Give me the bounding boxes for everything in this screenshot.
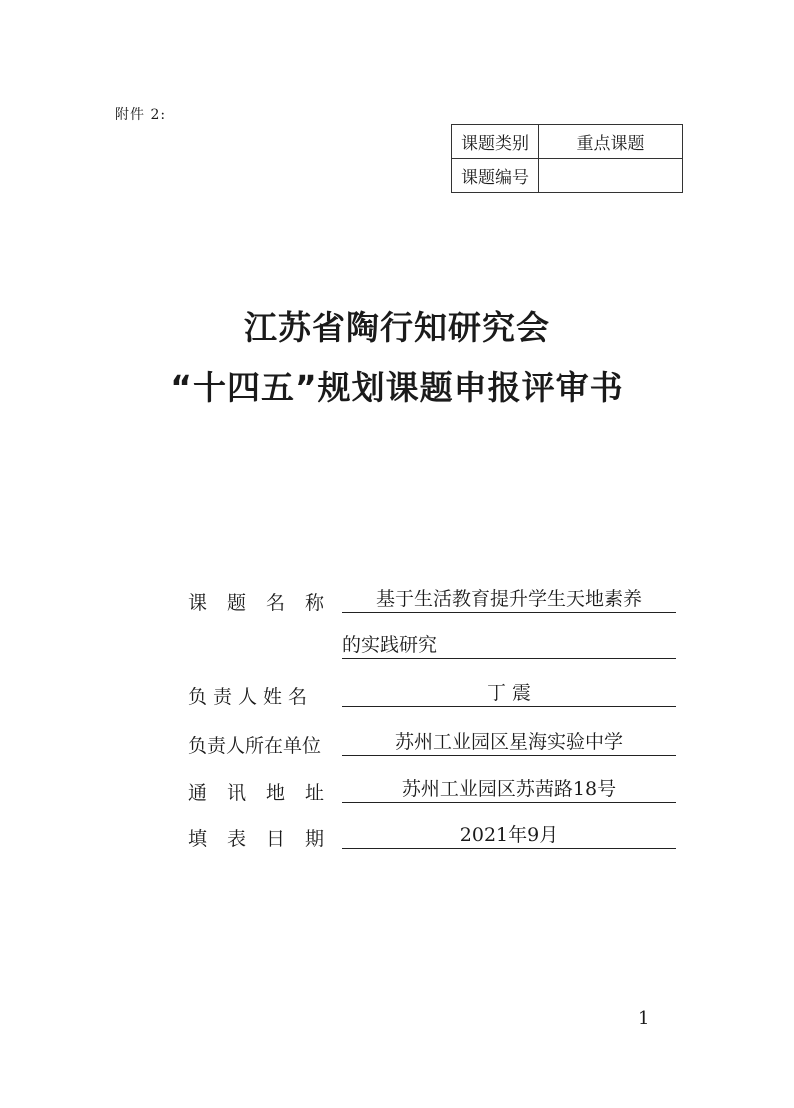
table-row xyxy=(452,125,683,159)
address-label: 通讯地址 xyxy=(188,782,345,804)
unit-value: 苏州工业园区星海实验中学 xyxy=(342,729,676,756)
topic-name-value-line1: 基于生活教育提升学生天地素养 xyxy=(342,586,676,613)
leader-name-label: 负责人姓名 xyxy=(188,686,314,708)
date-value: 2021年9月 xyxy=(342,822,676,849)
topic-category-label: 课题类别 xyxy=(452,125,539,159)
table-row xyxy=(452,159,683,193)
topic-category-value: 重点课题 xyxy=(539,125,683,159)
leader-name-value: 丁 震 xyxy=(342,680,676,707)
document-title-line2: “十四五”规划课题申报评审书 xyxy=(170,368,624,407)
unit-label: 负责人所在单位 xyxy=(188,735,322,757)
address-value: 苏州工业园区苏茜路18号 xyxy=(342,776,676,803)
topic-name-value-line2: 的实践研究 xyxy=(342,632,676,659)
topic-meta-table xyxy=(451,124,683,193)
attachment-label: 附件 2: xyxy=(115,107,167,123)
page-number: 1 xyxy=(638,1008,650,1029)
date-label: 填表日期 xyxy=(188,828,345,850)
document-title-line1: 江苏省陶行知研究会 xyxy=(244,308,550,347)
topic-number-value xyxy=(539,159,683,193)
topic-number-label: 课题编号 xyxy=(452,159,539,193)
topic-name-label: 课题名称 xyxy=(188,592,345,614)
